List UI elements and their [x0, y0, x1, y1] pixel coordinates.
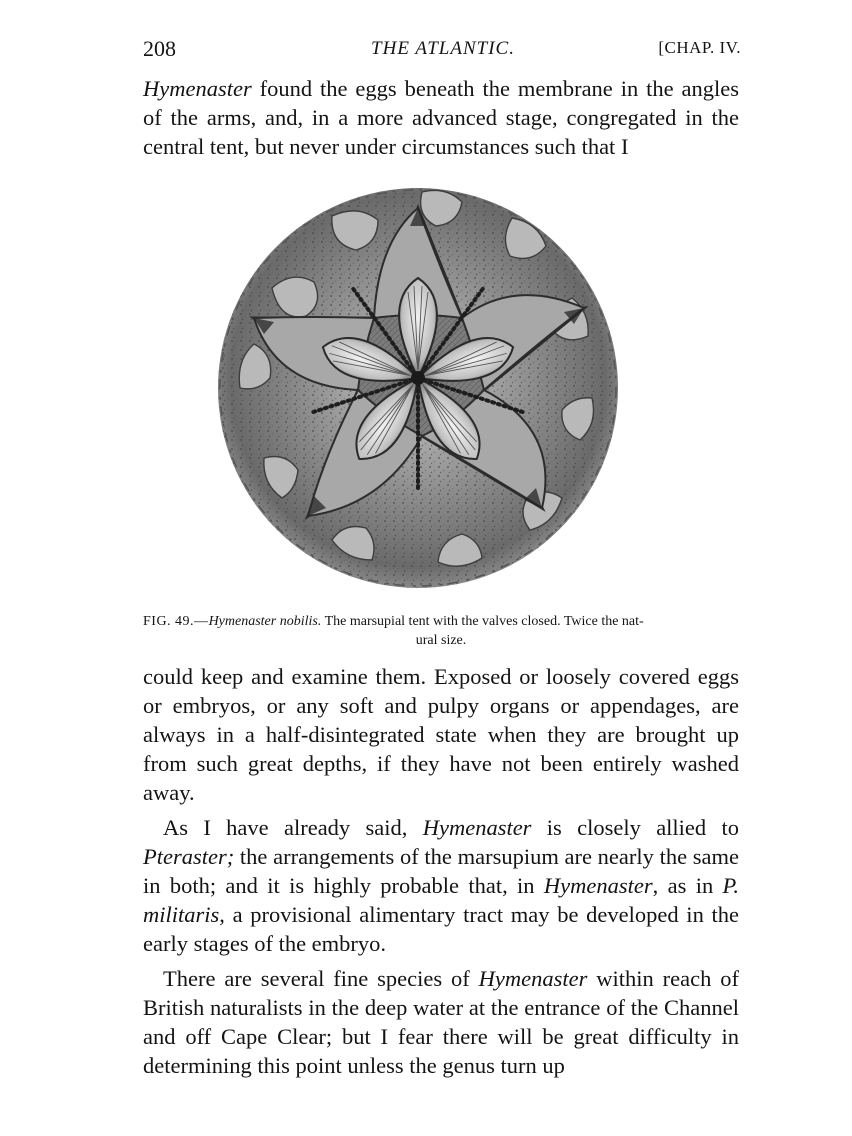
caption-last-line: ural size.: [415, 633, 467, 648]
p3-text-a: There are several fine species of: [163, 966, 479, 991]
page-header: [143, 36, 743, 66]
paragraph-continued: [143, 74, 739, 161]
p3-text-b: within reach of British naturalists in the deep water at the entrance of the Channel and off Cape Clear; but I fear there will be great difficulty in determining this point unless the genus turn up: [143, 966, 739, 1078]
top-paragraph-block: [143, 74, 739, 161]
page-number: 208: [143, 36, 176, 61]
p2-text-b: is closely allied to: [531, 815, 740, 840]
p2-taxon-1: Hymenaster: [422, 815, 532, 840]
caption-text: The marsupial tent with the valves closed. Twice the nat-: [321, 614, 644, 629]
figure-caption: [143, 612, 739, 650]
figure-49-illustration: [212, 168, 632, 608]
p2-text-d: , as in: [652, 873, 723, 898]
p2-taxon-4: P. militaris: [143, 873, 739, 927]
p2-text-a: As I have already said,: [163, 815, 423, 840]
figure-label: FIG. 49.—: [143, 614, 209, 629]
p3-taxon-1: Hymenaster: [478, 966, 588, 991]
paragraph-text: found the eggs beneath the membrane in the angles of the arms, and, in a more advanced stage, congregated in the central tent, but never under circumstances such that I: [143, 76, 739, 159]
p2-text-e: , a provisional alimentary tract may be developed in the early stages of the embryo.: [143, 902, 739, 956]
starfish-engraving: [212, 168, 632, 608]
paragraph-1: could keep and examine them. Exposed or loosely covered eggs or embryos, or any soft and pulpy organs or appendages, are always in a half-disintegrated state when they are brought up from such great depths, if they have not been entirely washed away.: [143, 664, 739, 805]
taxon-name: Hymenaster: [143, 76, 252, 101]
paragraph-2: [143, 813, 739, 958]
bottom-paragraph-block: [143, 662, 739, 1080]
paragraph-3: [143, 964, 739, 1080]
figure-taxon: Hymenaster nobilis.: [208, 614, 322, 629]
p2-taxon-2: Pteraster;: [143, 844, 235, 869]
p2-taxon-3: Hymenaster: [543, 873, 653, 898]
running-title: THE ATLANTIC.: [371, 38, 515, 59]
chapter-label: [CHAP. IV.: [658, 38, 741, 57]
p2-text-c: the arrangements of the marsupium are nearly the same in both; and it is highly probable that, in: [143, 844, 739, 898]
